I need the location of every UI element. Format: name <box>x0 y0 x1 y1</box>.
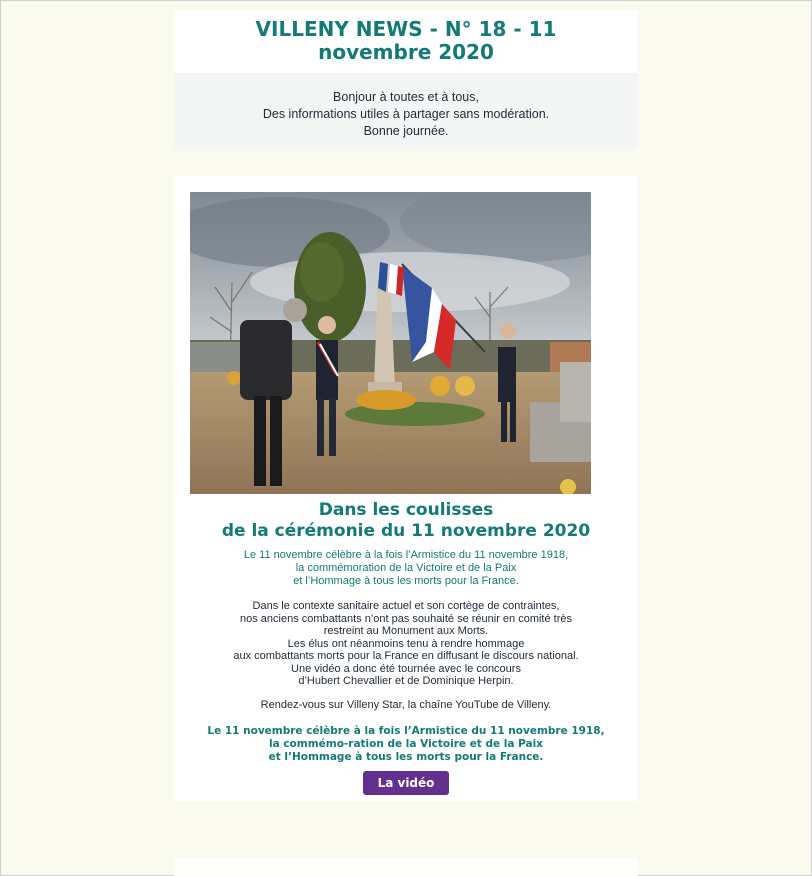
video-button[interactable]: La vidéo <box>363 771 449 795</box>
body-line: Une vidéo a donc été tournée avec le concours <box>291 662 521 675</box>
highlight-line: et l’Hommage à tous les morts pour la France. <box>268 751 544 763</box>
greeting-line-3: Bonne journée. <box>363 124 449 138</box>
article-card <box>174 176 638 801</box>
article-title-line-2: de la cérémonie du 11 novembre 2020 <box>221 521 591 541</box>
greeting-line-2: Des informations utiles à partager sans modération. <box>262 107 550 121</box>
body-line: Dans le contexte sanitaire actuel et son cortège de contraintes, <box>252 600 560 612</box>
article-title-line-1: Dans les coulisses <box>318 500 494 520</box>
greeting-line-1: Bonjour à toutes et à tous, <box>333 90 479 104</box>
article-title <box>174 500 638 542</box>
body-line: aux combattants morts pour la France en diffusant le discours national. <box>233 650 579 662</box>
newsletter-title-line-1: VILLENY NEWS - N° 18 - 11 <box>255 17 557 41</box>
body-line: d’Hubert Chevallier et de Dominique Herpin. <box>298 675 514 687</box>
next-article-card <box>174 858 638 876</box>
newsletter-title <box>174 10 638 64</box>
highlight-line: Le 11 novembre célèbre à la fois l’Armistice du 11 novembre 1918, <box>207 725 605 737</box>
body-line: Les élus ont néanmoins tenu à rendre hommage <box>287 637 525 650</box>
article-intro <box>174 549 638 588</box>
highlight-line: la commémo-ration de la Victoire et de la Paix <box>268 738 543 750</box>
intro-line: Le 11 novembre célèbre à la fois l’Armistice du 11 novembre 1918, <box>243 549 569 561</box>
body-line: restreint au Monument aux Morts. <box>323 625 489 637</box>
newsletter-header <box>174 10 638 73</box>
newsletter-title-line-2: novembre 2020 <box>318 40 494 64</box>
greeting-block <box>174 73 638 148</box>
ceremony-photo <box>190 192 591 494</box>
article-body <box>174 600 638 688</box>
article-highlight <box>174 725 638 764</box>
intro-line: la commémoration de la Victoire et de la Paix <box>295 562 517 574</box>
youtube-channel-text: Rendez-vous sur Villeny Star, la chaîne YouTube de Villeny. <box>260 699 552 711</box>
body-line: nos anciens combattants n’ont pas souhaité se réunir en comité très <box>239 612 573 625</box>
intro-line: et l’Hommage à tous les morts pour la France. <box>293 575 519 587</box>
